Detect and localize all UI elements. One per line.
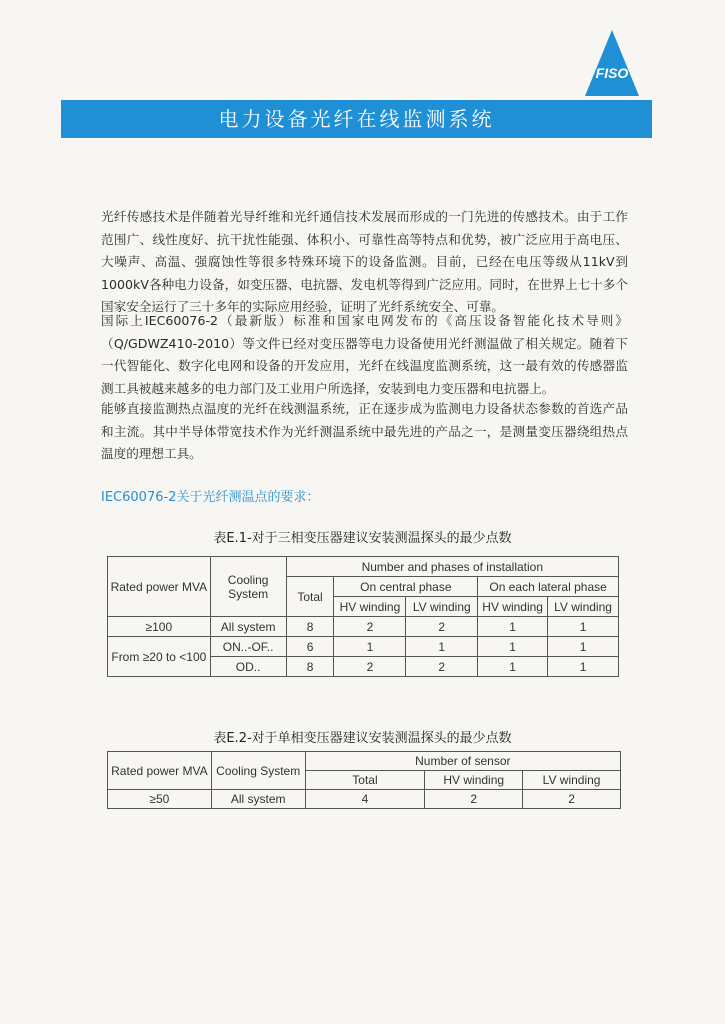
header-rated-power: Rated power MVA: [108, 557, 211, 617]
header-total: Total: [286, 577, 334, 617]
cell-central-hv: 2: [334, 657, 406, 677]
header-lateral-phase: On each lateral phase: [478, 577, 619, 597]
header-rated-power: Rated power MVA: [108, 752, 212, 790]
cell-cooling: All system: [210, 617, 286, 637]
cell-total: 4: [305, 790, 425, 809]
cell-lv: 2: [523, 790, 621, 809]
cell-hv: 2: [425, 790, 523, 809]
header-central-hv: HV winding: [334, 597, 406, 617]
table-row: [108, 637, 619, 657]
header-cooling-system: Cooling System: [211, 752, 305, 790]
cell-total: 8: [286, 657, 334, 677]
cell-cooling: All system: [211, 790, 305, 809]
hotspot-paragraph: 能够直接监测热点温度的光纤在线测温系统，正在逐步成为监测电力设备状态参数的首选产品和主流。其中半导体带宽技术作为光纤测温系统中最先进的产品之一，是测量变压器绕组热点温度的理想工具。: [101, 401, 628, 461]
header-number-phases: Number and phases of installation: [286, 557, 618, 577]
single-phase-table: [107, 751, 621, 809]
header-lateral-lv: LV winding: [548, 597, 619, 617]
cell-rated: From ≥20 to <100: [108, 637, 211, 677]
table-row: [108, 790, 621, 809]
cell-lateral-hv: 1: [478, 617, 548, 637]
header-lv-winding: LV winding: [523, 771, 621, 790]
cell-central-lv: 2: [406, 617, 478, 637]
intro-paragraph: 光纤传感技术是伴随着光导纤维和光纤通信技术发展而形成的一门先进的传感技术。由于工作范围广、线性度好、抗干扰性能强、体积小、可靠性高等特点和优势，被广泛应用于高电压、大噪声、高温、强腐蚀性等很多特殊环境下的设备监测。目前，已经在电压等级从11kV到1000kV各种电力设备，如变压器、电抗器、发电机等得到广泛应用。同时，在世界上七十多个国家安全运行了三十多年的实际应用经验，证明了光纤系统安全、可靠。: [101, 209, 628, 314]
header-central-lv: LV winding: [406, 597, 478, 617]
header-number-sensor: Number of sensor: [305, 752, 620, 771]
cell-lateral-lv: 1: [548, 637, 619, 657]
three-phase-table: [107, 556, 619, 677]
cell-cooling: ON..-OF..: [210, 637, 286, 657]
table-row: [108, 617, 619, 637]
header-central-phase: On central phase: [334, 577, 478, 597]
cell-rated: ≥100: [108, 617, 211, 637]
cell-central-hv: 1: [334, 637, 406, 657]
cell-lateral-lv: 1: [548, 657, 619, 677]
table2-caption: 表E.2-对于单相变压器建议安装测温探头的最少点数: [213, 731, 512, 746]
cell-cooling: OD..: [210, 657, 286, 677]
header-cooling-system: Cooling System: [210, 557, 286, 617]
header-hv-winding: HV winding: [425, 771, 523, 790]
table1-caption: 表E.1-对于三相变压器建议安装测温探头的最少点数: [213, 531, 512, 546]
cell-total: 6: [286, 637, 334, 657]
cell-total: 8: [286, 617, 334, 637]
cell-rated: ≥50: [108, 790, 212, 809]
cell-central-lv: 2: [406, 657, 478, 677]
cell-lateral-hv: 1: [478, 637, 548, 657]
header-total: Total: [305, 771, 425, 790]
cell-lateral-lv: 1: [548, 617, 619, 637]
page-title-banner: 电力设备光纤在线监测系统: [61, 100, 652, 138]
logo-text: FISO: [595, 65, 629, 81]
section-title: IEC60076-2关于光纤测温点的要求：: [101, 490, 320, 505]
header-lateral-hv: HV winding: [478, 597, 548, 617]
cell-central-hv: 2: [334, 617, 406, 637]
fiso-logo: [584, 28, 640, 98]
cell-lateral-hv: 1: [478, 657, 548, 677]
standards-paragraph: 国际上IEC60076-2（最新版）标准和国家电网发布的《高压设备智能化技术导则》（Q/GDWZ410-2010）等文件已经对变压器等电力设备使用光纤测温做了相关规定。随着下一代智能化、数字化电网和设备的开发应用，光纤在线温度监测系统，这一最有效的传感器监测工具被越来越多的电力部门及工业用户所选择，安装到电力变压器和电抗器上。: [101, 313, 628, 396]
cell-central-lv: 1: [406, 637, 478, 657]
logo-triangle-icon: [585, 30, 639, 96]
